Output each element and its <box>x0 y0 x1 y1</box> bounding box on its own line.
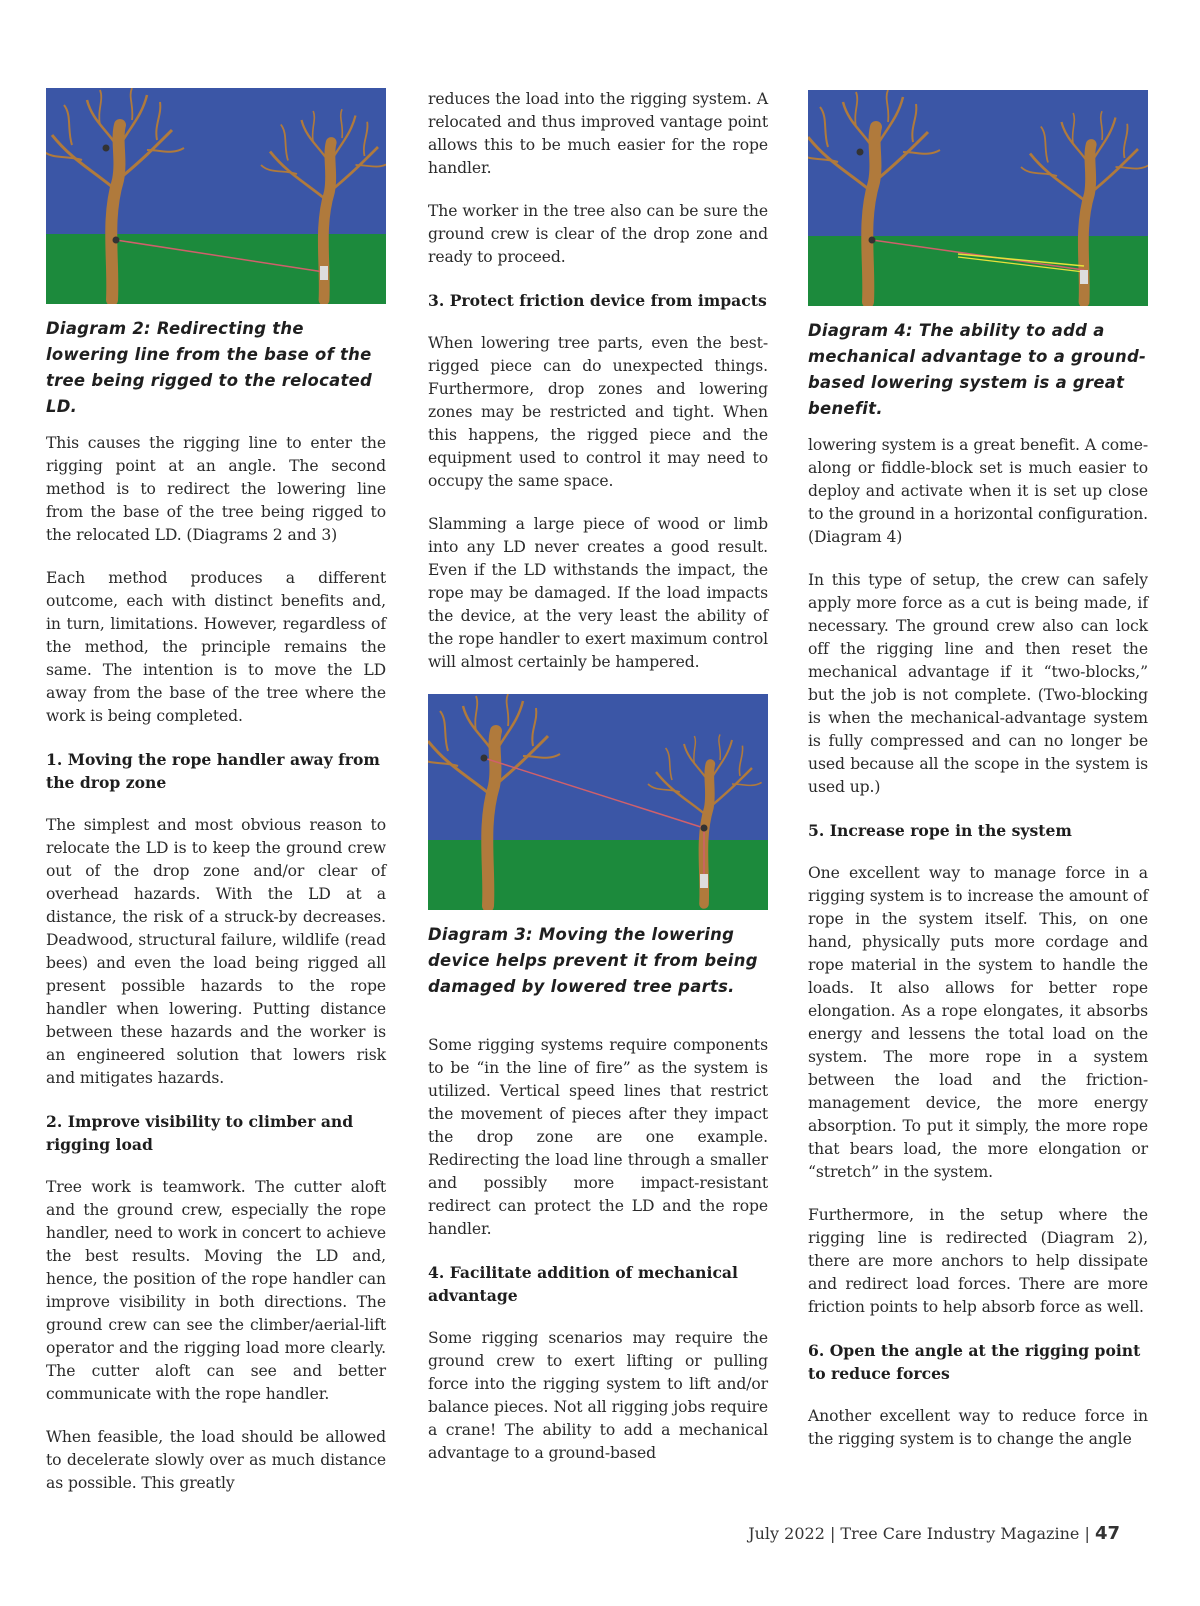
section-heading-1: 1. Moving the rope handler away from the drop zone <box>46 750 380 792</box>
redirect-icon <box>113 237 120 244</box>
column-2 <box>428 88 768 1485</box>
sky <box>428 694 768 840</box>
grass <box>46 234 386 304</box>
paragraph: The worker in the tree also can be sure the ground crew is clear of the drop zone and ready to proceed. <box>428 202 768 266</box>
lowering-device-icon <box>700 874 708 888</box>
paragraph: When feasible, the load should be allowed to decelerate slowly over as much distance as possible. This greatly <box>46 1428 386 1492</box>
diagram-2 <box>46 88 386 304</box>
grass <box>808 236 1148 306</box>
page-number: 47 <box>1094 1523 1120 1544</box>
diagram-2-caption: Diagram 2: Redirecting the lowering line from the base of the tree being rigged to the relocated LD. <box>46 319 373 416</box>
section-heading-5: 5. Increase rope in the system <box>808 821 1072 840</box>
diagram-3 <box>428 694 768 910</box>
pulley-icon <box>103 145 110 152</box>
paragraph: Each method produces a different outcome, each with distinct benefits and, in turn, limitations. However, regardless of the method, the principle remains the same. The intention is to move the LD away from the base of the tree where the work is being completed. <box>46 569 386 725</box>
paragraph: Furthermore, in the setup where the rigging line is redirected (Diagram 2), there are more anchors to help dissipate and redirect load forces. There are more friction points to help absorb force as well. <box>808 1206 1148 1316</box>
redirect-icon <box>869 237 876 244</box>
redirect-icon <box>701 825 708 832</box>
lowering-device-icon <box>1080 270 1088 284</box>
column-3 <box>808 88 1148 1471</box>
grass <box>428 840 768 910</box>
pulley-icon <box>857 149 864 156</box>
column-1 <box>46 88 386 1515</box>
paragraph: Another excellent way to reduce force in the rigging system is to change the angle <box>808 1407 1148 1448</box>
paragraph: Some rigging scenarios may require the ground crew to exert lifting or pulling force into the rigging system to lift and/or balance pieces. Not all rigging jobs require a crane! The ability to add a mechanical advantage to a ground-based <box>428 1329 768 1462</box>
paragraph: lowering system is a great benefit. A come-along or fiddle-block set is much easier to deploy and activate when it is set up close to the ground in a horizontal configuration. (Diagram 4) <box>808 436 1148 546</box>
paragraph: Tree work is teamwork. The cutter aloft and the ground crew, especially the rope handler, need to work in concert to achieve the best results. Moving the LD and, hence, the position of the rope handler can improve visibility in both directions. The ground crew can see the climber/aerial-lift operator and the rigging load more clearly. The cutter aloft can see and better communicate with the rope handler. <box>46 1178 386 1403</box>
paragraph: In this type of setup, the crew can safely apply more force as a cut is being made, if necessary. The ground crew also can lock off the rigging line and then reset the mechanical advantage if it “two-blocks,” but the job is not complete. (Two-blocking is when the mechanical-advantage system is fully compressed and can no longer be used because all the scope in the system is used up.) <box>808 571 1148 796</box>
page-footer <box>748 1523 1120 1544</box>
paragraph: The simplest and most obvious reason to relocate the LD is to keep the ground crew out of the drop zone and/or clear of overhead hazards. With the LD at a distance, the risk of a struck-by decreases. Deadwood, structural failure, wildlife (read bees) and even the load being rigged all present possible hazards to the rope handler when lowering. Putting distance between these hazards and the worker is an engineered solution that lowers risk and mitigates hazards. <box>46 816 386 1087</box>
lowering-device-icon <box>320 266 328 280</box>
section-heading-2: 2. Improve visibility to climber and rigging load <box>46 1112 354 1154</box>
paragraph: Some rigging systems require components to be “in the line of fire” as the system is utilized. Vertical speed lines that restrict the movement of pieces after they impact the drop zone are one example. Redirecting the load line through a smaller and possibly more impact-resistant redirect can protect the LD and the rope handler. <box>428 1036 768 1238</box>
pulley-icon <box>481 755 488 762</box>
diagram-3-caption: Diagram 3: Moving the lowering device helps prevent it from being damaged by lowered tree parts. <box>428 925 758 996</box>
section-heading-4: 4. Facilitate addition of mechanical advantage <box>428 1263 738 1305</box>
paragraph: reduces the load into the rigging system. A relocated and thus improved vantage point allows this to be much easier for the rope handler. <box>428 90 768 177</box>
paragraph: Slamming a large piece of wood or limb into any LD never creates a good result. Even if the LD withstands the impact, the rope may be damaged. If the load impacts the device, at the very least the ability of the rope handler to exert maximum control will almost certainly be hampered. <box>428 515 768 671</box>
footer-text: July 2022 | Tree Care Industry Magazine | <box>748 1524 1090 1543</box>
paragraph: When lowering tree parts, even the best-rigged piece can do unexpected things. Furthermore, drop zones and lowering zones may be restricted and tight. When this happens, the rigged piece and the equipment used to control it may need to occupy the same space. <box>428 334 768 490</box>
section-heading-3: 3. Protect friction device from impacts <box>428 291 767 310</box>
diagram-4 <box>808 90 1148 306</box>
section-heading-6: 6. Open the angle at the rigging point to reduce forces <box>808 1341 1141 1383</box>
paragraph: One excellent way to manage force in a rigging system is to increase the amount of rope in the system itself. This, on one hand, physically puts more cordage and rope material in the system to handle the loads. It also allows for better rope elongation. As a rope elongates, it absorbs energy and lessens the total load on the system. The more rope in a system between the load and the friction-management device, the more energy absorption. To put it simply, the more rope that bears load, the more elongation or “stretch” in the system. <box>808 864 1148 1181</box>
diagram-4-caption: Diagram 4: The ability to add a mechanical advantage to a ground-based lowering system is a great benefit. <box>808 321 1147 418</box>
paragraph: This causes the rigging line to enter the rigging point at an angle. The second method is to redirect the lowering line from the base of the tree being rigged to the relocated LD. (Diagrams 2 and 3) <box>46 434 386 544</box>
sky <box>808 90 1148 236</box>
